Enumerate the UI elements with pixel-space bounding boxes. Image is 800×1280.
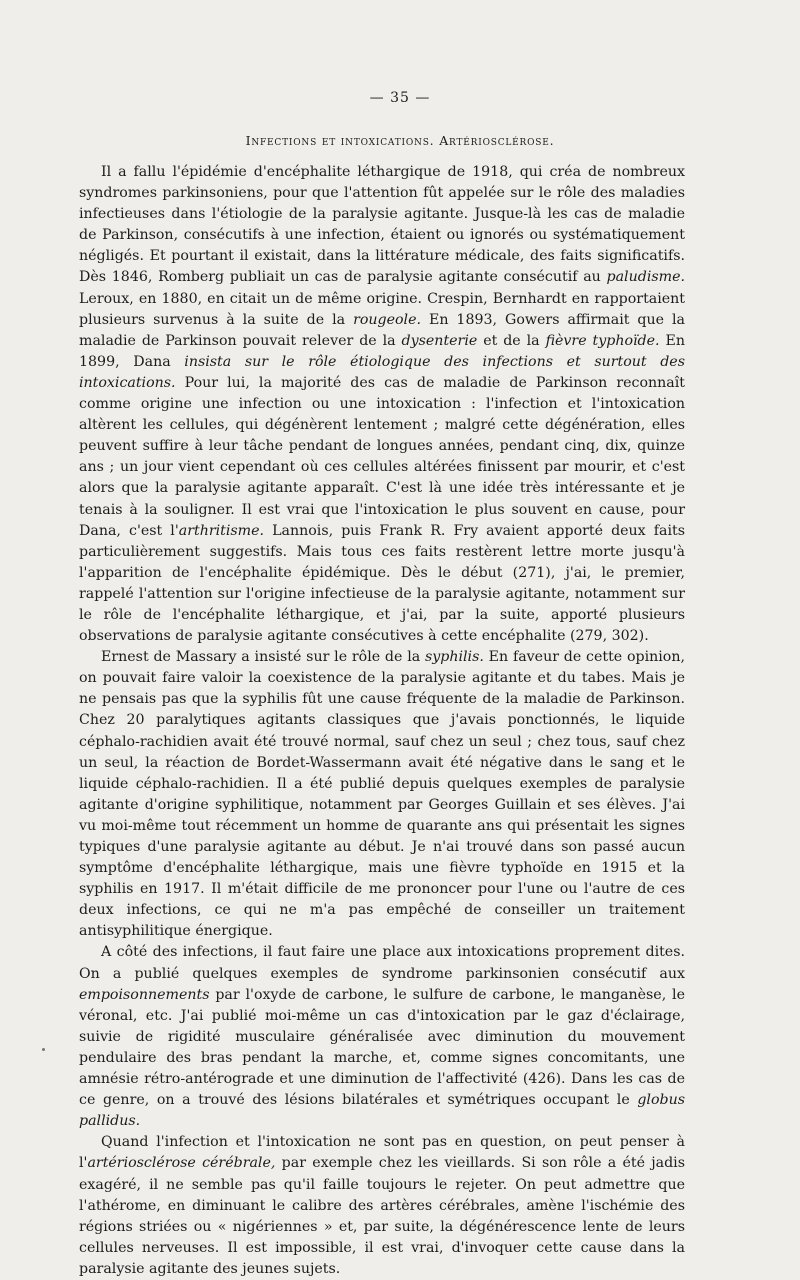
emphasis: paludisme. bbox=[606, 269, 685, 286]
text-run: En 1893, Gowers affirmait que la maladie de Parkinson pouvait relever de la bbox=[79, 311, 685, 349]
emphasis: syphilis. bbox=[424, 649, 484, 666]
text-run: En 1899, Dana bbox=[79, 332, 685, 370]
emphasis: artériosclérose cérébrale, bbox=[87, 1155, 276, 1172]
emphasis: fièvre typhoïde. bbox=[545, 332, 660, 349]
text-run: Il a fallu l'épidémie d'encéphalite léthargique de 1918, qui créa de nombreux syndromes parkinsoniens, pour que l'attention fût appelée sur le rôle des maladies infectieuses dans l'étiologie de la paralysie agitante. Jusque-là les cas de maladie de Parkinson, consécutifs à une infection, étaient ou ignorés ou systématiquement négligés. Et pourtant il existait, dans la littérature médicale, des faits significatifs. Dès 1846, Romberg publiait un cas de paralysie agitante consécutif au bbox=[79, 164, 685, 286]
emphasis: globus pallidus. bbox=[79, 1092, 685, 1130]
emphasis: arthritisme. bbox=[178, 522, 265, 539]
text-run: Pour lui, la majorité des cas de maladie de Parkinson reconnaît comme origine une infection ou une intoxication : l'infection et l'intoxication altèrent les cellules, qui dégénèrent lentement ; malgré cette dégénération, elles peuvent suffire à leur tâche pendant de longues années, pendant cinq, dix, quinze ans ; un jour vient cependant où ces cellules altérées finissent par mourir, et c'est alors que la paralysie agitante apparaît. C'est là une idée très intéressante et je tenais à la souligner. Il est vrai que l'intoxication le plus souvent en cause, pour Dana, c'est l' bbox=[79, 374, 685, 539]
text-run: Lannois, puis Frank R. Fry avaient apporté deux faits particulièrement suggestifs. Mais tous ces faits restèrent lettre morte jusqu'à l'apparition de l'encéphalite épidémique. Dès le début (271), j'ai, le premier, rappelé l'attention sur l'origine infectieuse de la paralysie agitante, notamment sur le rôle de l'encéphalite léthargique, et j'ai, par la suite, apporté plusieurs observations de paralysie agitante consécutives à cette encéphalite (279, 302). bbox=[79, 522, 685, 645]
emphasis: dysenterie bbox=[401, 332, 478, 349]
text-run: Ernest de Massary a insisté sur le rôle de la bbox=[101, 649, 425, 666]
text-run: Quand l'infection et l'intoxication ne sont pas en question, on peut penser à l' bbox=[79, 1134, 685, 1172]
text-run: par l'oxyde de carbone, le sulfure de carbone, le manganèse, le véronal, etc. J'ai publié moi-même un cas d'intoxication par le gaz d'éclairage, suivie de rigidité musculaire généralisée avec diminution du mouvement pendulaire des bras pendant la marche, et, comme signes concomitants, une amnésie rétro-antérograde et une diminution de l'affectivité (426). Dans les cas de ce genre, on a trouvé des lésions bilatérales et symétriques occupant le bbox=[79, 986, 685, 1109]
body-text bbox=[79, 162, 685, 1280]
text-run: Leroux, en 1880, en citait un de même origine. Crespin, Bernhardt en rapportaient plusieurs survenus à la suite de la bbox=[79, 290, 685, 328]
text-run: et de la bbox=[477, 332, 546, 349]
emphasis: insista sur le rôle étiologique des infections et surtout des intoxications. bbox=[79, 353, 685, 391]
text-run: A côté des infections, il faut faire une place aux intoxications proprement dites. On a publié quelques exemples de syndrome parkinsonien consécutif aux bbox=[79, 944, 685, 982]
ink-speck bbox=[42, 1048, 45, 1051]
paragraph-4 bbox=[79, 1132, 685, 1280]
section-heading: Infections et intoxications. Artériosclérose. bbox=[245, 133, 555, 148]
text-run: En faveur de cette opinion, on pouvait faire valoir la coexistence de la paralysie agitante et du tabes. Mais je ne pensais pas que la syphilis fût une cause fréquente de la maladie de Parkinson. Chez 20 paralytiques agitants classiques que j'avais ponctionnés, le liquide céphalo-rachidien avait été trouvé normal, sauf chez un seul ; chez tous, sauf chez un seul, la réaction de Bordet-Wassermann avait été négative dans le sang et le liquide céphalo-rachidien. Il a été publié depuis quelques exemples de paralysie agitante d'origine syphilitique, notamment par Georges Guillain et ses élèves. J'ai vu moi-même tout récemment un homme de quarante ans qui présentait les signes typiques d'une paralysie agitante au début. Je n'ai trouvé dans son passé aucun symptôme d'encéphalite léthargique, mais une fièvre typhoïde en 1915 et la syphilis en 1917. Il m'était difficile de me prononcer pour l'une ou l'autre de ces deux infections, ce qui ne m'a pas empêché de conseiller un traitement antisyphilitique énergique. bbox=[79, 649, 685, 940]
emphasis: empoisonnements bbox=[79, 986, 210, 1003]
emphasis: rougeole. bbox=[353, 311, 421, 328]
text-run: par exemple chez les vieillards. Si son rôle a été jadis exagéré, il ne semble pas qu'il faille toujours le rejeter. On peut admettre que l'athérome, en diminuant le calibre des artères cérébrales, amène l'ischémie des régions striées ou « nigériennes » et, par suite, la dégénérescence lente de leurs cellules nerveuses. Il est impossible, il est vrai, d'invoquer cette cause dans la paralysie agitante des jeunes sujets. bbox=[79, 1155, 686, 1277]
paragraph-3 bbox=[79, 942, 685, 1132]
page-number: — 35 — bbox=[369, 90, 431, 106]
paragraph-2 bbox=[79, 647, 685, 942]
paragraph-1 bbox=[79, 162, 685, 647]
